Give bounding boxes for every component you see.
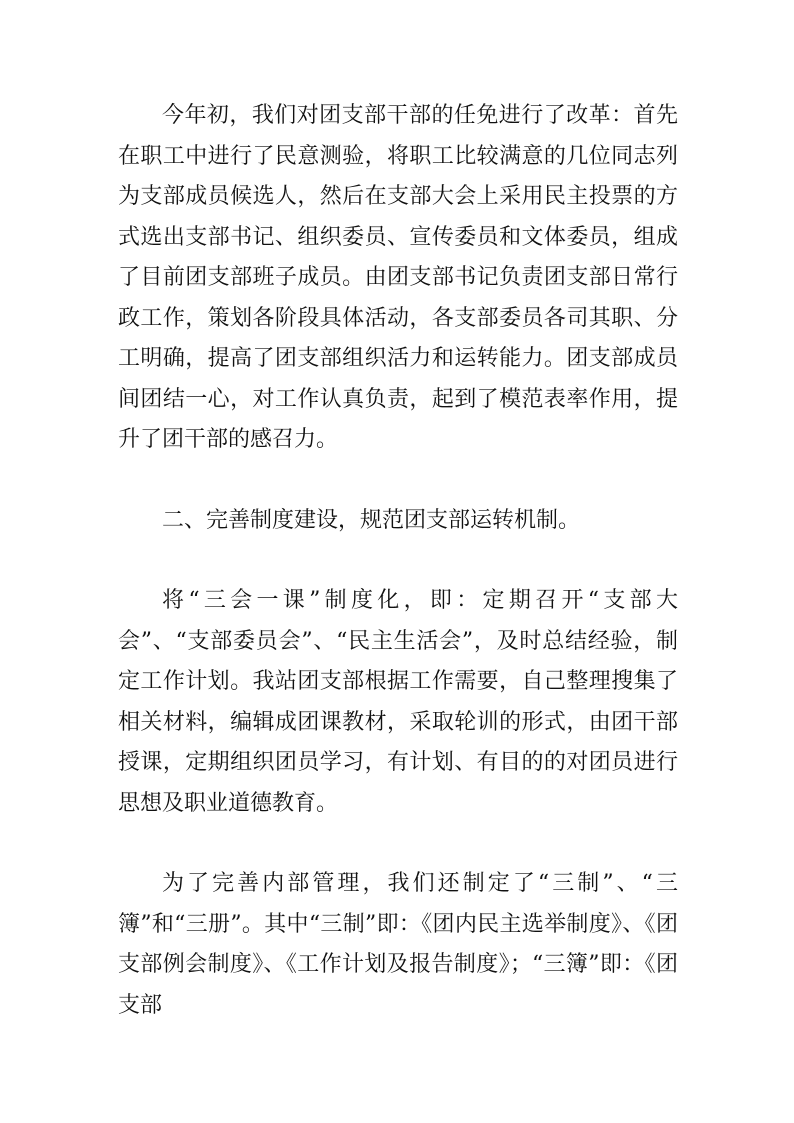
section-heading-system-building: 二、完善制度建设，规范团支部运转机制。	[162, 507, 581, 533]
document-body	[118, 96, 678, 1026]
paragraph-cadre-reform: 今年初，我们对团支部干部的任免进行了改革：首先在职工中进行了民意测验，将职工比较满意的几位同志列为支部成员候选人，然后在支部大会上采用民主投票的方式选出支部书记、组织委员、宣传委员和文体委员，组成了目前团支部班子成员。由团支部书记负责团支部日常行政工作，策划各阶段具体活动，各支部委员各司其职、分工明确，提高了团支部组织活力和运转能力。团支部成员间团结一心，对工作认真负责，起到了模范表率作用，提升了团干部的感召力。	[118, 103, 678, 452]
paragraph-three-meetings: 将“三会一课”制度化，即：定期召开“支部大会”、“支部委员会”、“民主生活会”，及时总结经验，制定工作计划。我站团支部根据工作需要，自己整理搜集了相关材料，编辑成团课教材，采取轮训的形式，由团干部授课，定期组织团员学习，有计划、有目的的对团员进行思想及职业道德教育。	[118, 588, 678, 816]
paragraph-internal-management: 为了完善内部管理，我们还制定了“三制”、“三簿”和“三册”。其中“三制”即：《团内民主选举制度》、《团支部例会制度》、《工作计划及报告制度》；“三簿”即：《团支部	[118, 871, 678, 1018]
